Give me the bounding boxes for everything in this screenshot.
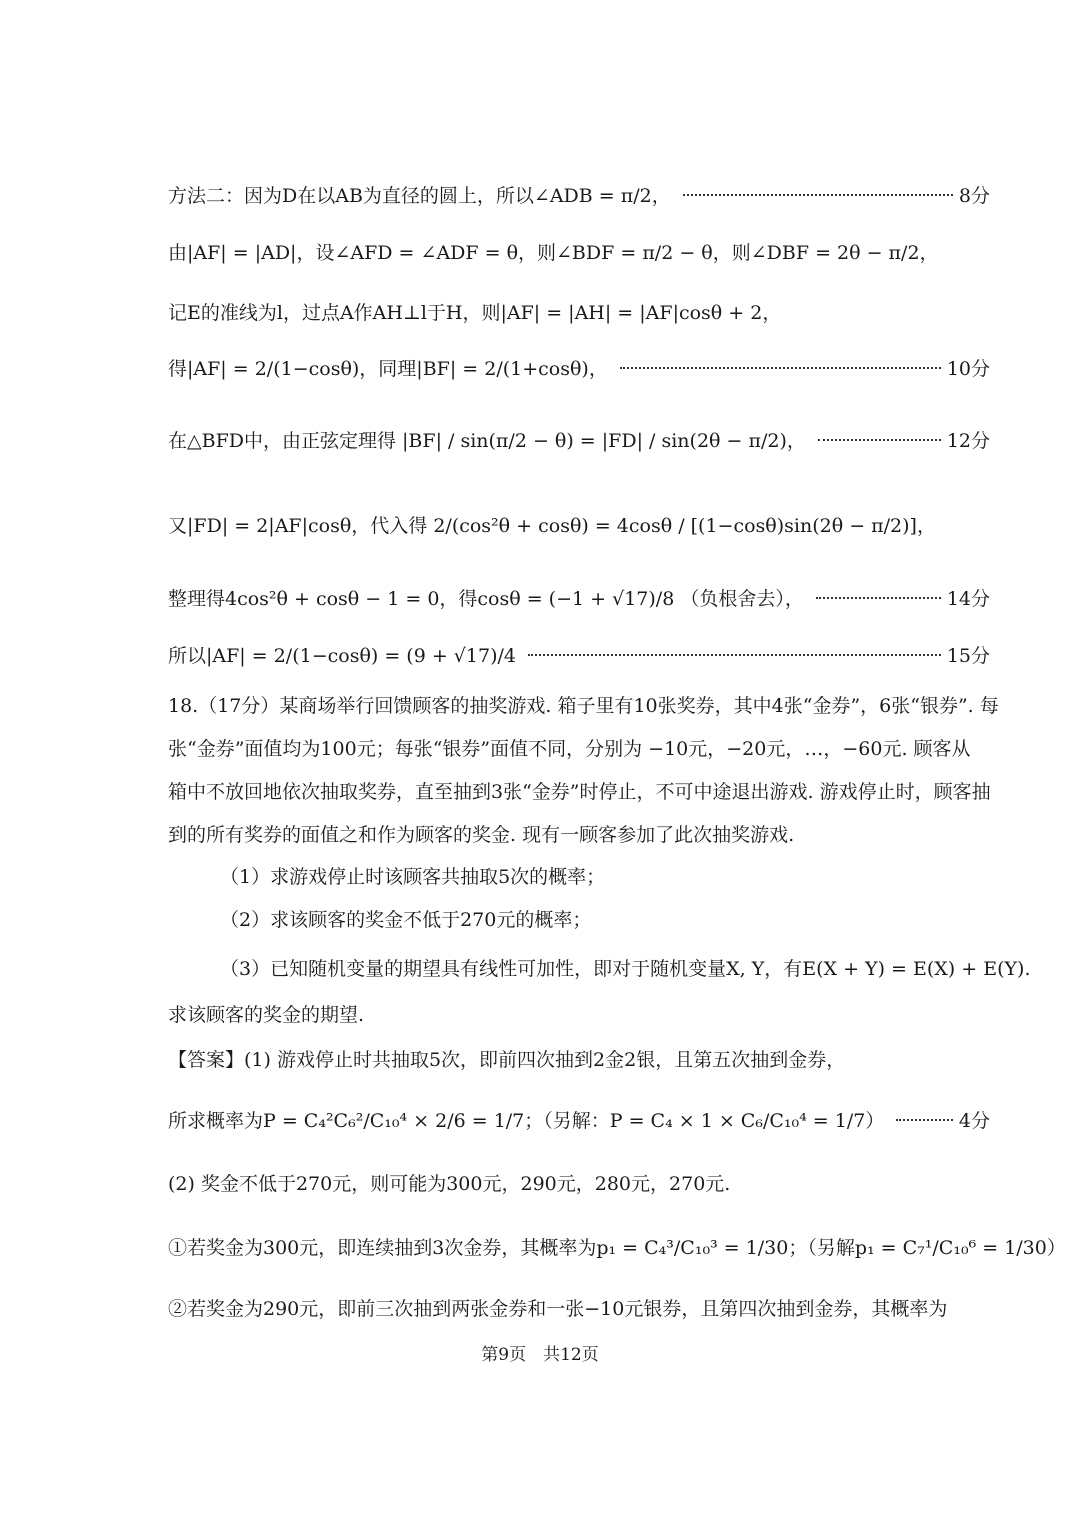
problem18-line-2: 张“金券”面值均为100元；每张“银券”面值不同，分别为 −10元，−20元，…，−60元. 顾客从	[168, 738, 971, 760]
problem18-line-1: 18.（17分）某商场举行回馈顾客的抽奖游戏. 箱子里有10张奖券，其中4张“金券”，6张“银券”. 每	[168, 695, 999, 717]
method2-line-4: 得|AF| = 2/(1−cosθ)，同理|BF| = 2/(1+cosθ)， 10分	[168, 358, 990, 380]
score-14: 14分	[946, 588, 990, 610]
leader-dots	[896, 1119, 953, 1121]
method2-line-6: 又|FD| = 2|AF|cosθ，代入得 2/(cos²θ + cosθ) = 4cosθ / [(1−cosθ)sin(2θ − π/2)]，	[168, 515, 936, 537]
answer-line-2: 所求概率为P = C₄²C₆²/C₁₀⁴ × 2/6 = 1/7；（另解：P = C₄ × 1 × C₆/C₁₀⁴ = 1/7） 4分	[168, 1110, 990, 1132]
method2-line-1: 方法二：因为D在以AB为直径的圆上，所以∠ADB = π/2， 8分	[168, 185, 990, 207]
method2-line-8: 所以|AF| = 2/(1−cosθ) = (9 + √17)/4 15分	[168, 645, 990, 667]
method2-line-5: 在△BFD中，由正弦定理得 |BF| / sin(π/2 − θ) = |FD| / sin(2θ − π/2)， 12分	[168, 430, 990, 452]
method2-line-3: 记E的准线为l，过点A作AH⊥l于H，则|AF| = |AH| = |AF|cosθ + 2，	[168, 302, 782, 324]
leader-dots	[528, 654, 941, 656]
answer-line-3: (2) 奖金不低于270元，则可能为300元，290元，280元，270元.	[168, 1173, 731, 1195]
leader-dots	[620, 367, 941, 369]
answer-line-5: ②若奖金为290元，即前三次抽到两张金券和一张−10元银券，且第四次抽到金券，其概率为	[168, 1298, 948, 1320]
answer-line-1: 【答案】(1) 游戏停止时共抽取5次，即前四次抽到2金2银，且第五次抽到金券，	[168, 1049, 846, 1071]
method2-line-7: 整理得4cos²θ + cosθ − 1 = 0，得cosθ = (−1 + √17)/8 （负根舍去）， 14分	[168, 588, 990, 610]
score-15: 15分	[946, 645, 990, 667]
question-3-cont: 求该顾客的奖金的期望.	[168, 1004, 365, 1026]
leader-dots	[683, 194, 953, 196]
score-10: 10分	[946, 358, 990, 380]
leader-dots	[818, 439, 941, 441]
leader-dots	[816, 597, 941, 599]
score-4: 4分	[958, 1110, 990, 1132]
page-footer: 第9页 共12页	[481, 1345, 599, 1365]
problem18-line-3: 箱中不放回地依次抽取奖券，直至抽到3张“金券”时停止，不可中途退出游戏. 游戏停止时，顾客抽	[168, 781, 991, 803]
method2-line-2: 由|AF| = |AD|，设∠AFD = ∠ADF = θ，则∠BDF = π/2 − θ，则∠DBF = 2θ − π/2，	[168, 242, 939, 264]
question-1: （1）求游戏停止时该顾客共抽取5次的概率；	[220, 866, 606, 888]
score-12: 12分	[946, 430, 990, 452]
question-2: （2）求该顾客的奖金不低于270元的概率；	[220, 909, 592, 931]
answer-line-4: ①若奖金为300元，即连续抽到3次金券，其概率为p₁ = C₄³/C₁₀³ = 1/30；（另解p₁ = C₇¹/C₁₀⁶ = 1/30）	[168, 1237, 1066, 1259]
score-8: 8分	[958, 185, 990, 207]
question-3: （3）已知随机变量的期望具有线性可加性，即对于随机变量X, Y，有E(X + Y) = E(X) + E(Y).	[220, 958, 1031, 980]
problem18-line-4: 到的所有奖券的面值之和作为顾客的奖金. 现有一顾客参加了此次抽奖游戏.	[168, 824, 795, 846]
